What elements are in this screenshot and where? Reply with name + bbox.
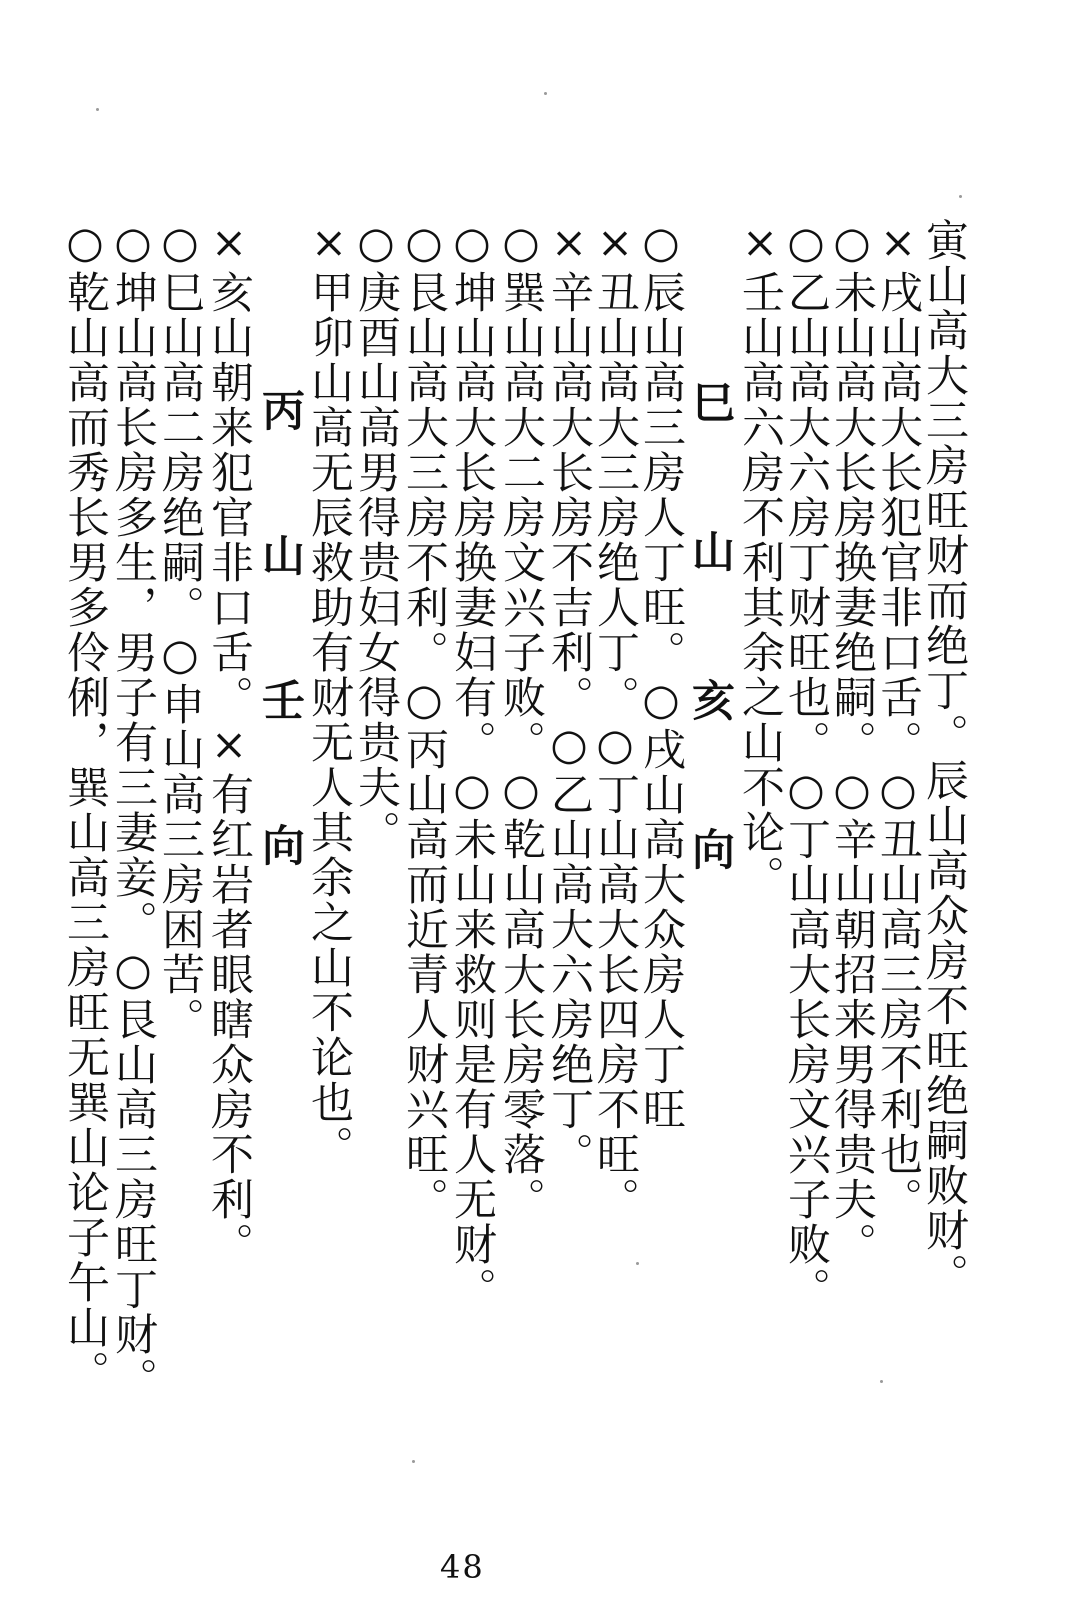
text-column-4: ○乙山高大六房丁财旺也。○丁山高大长房文兴子败。 xyxy=(781,218,831,1312)
text-column-7: ○辰山高三房人丁旺。○戌山高大众房人丁旺 xyxy=(636,218,686,1132)
text-column-16: ×亥山朝来犯官非口舌。×有红岩者眼瞎众房不利。 xyxy=(204,218,254,1267)
text-column-5: ×壬山高六房不利其余之山不论。 xyxy=(735,218,785,900)
text-column-18: ○坤山高长房多生，男子有三妻妾。○艮山高三房旺丁财。 xyxy=(108,218,158,1402)
section-heading-si-shan-hai-xiang: 巳 山 亥 向 xyxy=(685,380,735,898)
text-column-9: ×辛山高大长房不吉利。○乙山高大六房绝丁。 xyxy=(544,218,594,1177)
text-column-17: ○巳山高二房绝嗣。○申山高三房困苦。 xyxy=(155,218,205,1042)
text-column-19: ○乾山高而秀长男多伶俐，巽山高三房旺无巽山论子午山。 xyxy=(60,218,110,1395)
scan-speck xyxy=(880,1380,883,1383)
text-column-10: ○巽山高大二房文兴子败。○乾山高大长房零落。 xyxy=(496,218,546,1222)
scan-speck xyxy=(544,92,547,95)
scan-speck xyxy=(636,1262,639,1265)
scan-speck xyxy=(959,195,962,198)
text-column-14: ×甲卯山高无辰救助有财无人其余之山不论也。 xyxy=(304,218,354,1170)
text-column-12: ○艮山高大三房不利。○丙山高而近青人财兴旺。 xyxy=(399,218,449,1222)
section-heading-bing-shan-ren-xiang: 丙 山 壬 向 xyxy=(255,388,305,892)
text-column-1: 寅山高大三房旺财而绝丁。辰山高众房不旺绝嗣败财。 xyxy=(919,218,969,1298)
text-column-8: ×丑山高大三房绝人丁。○丁山高大长四房不旺。 xyxy=(590,218,640,1222)
text-column-3: ○未山高大长房换妻绝嗣。○辛山朝招来男得贵夫。 xyxy=(827,218,877,1267)
text-column-13: ○庚酉山高男得贵妇女得贵夫。 xyxy=(351,218,401,855)
page-number: 48 xyxy=(440,1548,485,1586)
text-column-2: ×戌山高大长犯官非口舌。○丑山高三房不利也。 xyxy=(873,218,923,1222)
scan-speck xyxy=(96,108,99,111)
text-column-11: ○坤山高大长房换妻妇有。○未山来救则是有人无财。 xyxy=(447,218,497,1312)
scan-speck xyxy=(412,1460,415,1463)
